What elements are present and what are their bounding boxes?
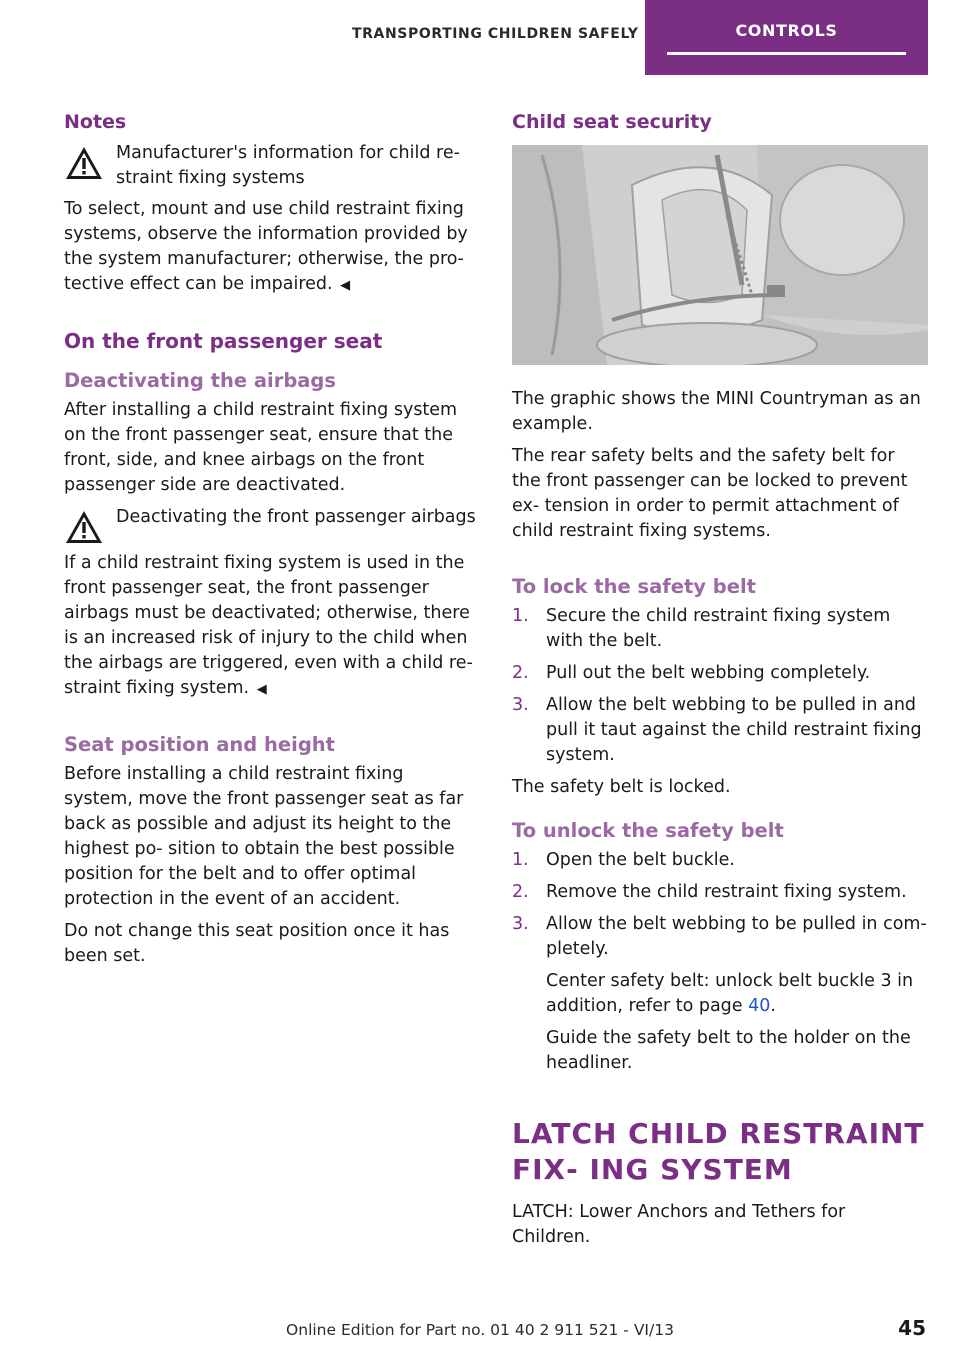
child-seat-illustration	[512, 145, 928, 365]
chapter-tab	[645, 0, 928, 75]
step-text: Allow the belt webbing to be pulled in com‐ pletely.	[546, 914, 927, 959]
lock-steps-list	[512, 604, 928, 768]
notes-heading: Notes	[64, 111, 127, 133]
lock-belt-heading: To lock the safety belt	[512, 575, 756, 598]
center-belt-note	[512, 969, 928, 1019]
left-column	[64, 108, 476, 976]
chapter-tab-label: CONTROLS	[735, 21, 838, 40]
intro-paragraph: The rear safety belts and the safety belt for the front passenger can be locked to prevent ex‐ tension in order to permit attachment of child restraint fixing systems.	[512, 446, 908, 541]
page-reference-link[interactable]: 40	[748, 996, 771, 1016]
warning-block-airbags	[64, 505, 476, 545]
unlock-steps-list	[512, 848, 928, 962]
step-number: 1.	[512, 850, 529, 870]
end-of-warning-icon: ◀	[256, 682, 267, 697]
step-text: Pull out the belt webbing completely.	[546, 663, 871, 683]
step-text: Allow the belt webbing to be pulled in and pull it taut against the child restraint fixing system.	[546, 695, 922, 765]
deactivating-airbags-heading: Deactivating the airbags	[64, 369, 337, 392]
warning-body: If a child restraint fixing system is used in the front passenger seat, the front passenger airbags must be deactivated; otherwise, there is an increased risk of injury to the child when the airbags are triggered, even with a child re‐ straint fixing system.	[64, 553, 473, 698]
step-number: 3.	[512, 695, 529, 715]
warning-triangle-icon	[64, 145, 104, 181]
child-seat-security-heading: Child seat security	[512, 111, 712, 133]
step-number: 2.	[512, 882, 529, 902]
unlock-belt-heading: To unlock the safety belt	[512, 819, 784, 842]
step-number: 2.	[512, 663, 529, 683]
list-item	[512, 693, 928, 768]
seat-position-heading: Seat position and height	[64, 733, 336, 756]
center-belt-end: .	[770, 996, 776, 1016]
locked-paragraph: The safety belt is locked.	[512, 777, 731, 797]
latch-paragraph: LATCH: Lower Anchors and Tethers for Children.	[512, 1202, 846, 1247]
warning-title: Manufacturer's information for child re‐ straint fixing systems	[116, 143, 460, 188]
airbag-paragraph: After installing a child restraint fixing system on the front passenger seat, ensure that the front, side, and knee airbags on the front passenger side are deactivated.	[64, 400, 458, 495]
list-item	[512, 848, 928, 873]
figure-caption: The graphic shows the MINI Countryman as an example.	[512, 389, 921, 434]
page-number: 45	[898, 1316, 926, 1340]
step-text: Open the belt buckle.	[546, 850, 735, 870]
list-item	[512, 604, 928, 654]
guide-belt-note: Guide the safety belt to the holder on the headliner.	[546, 1028, 911, 1073]
warning-block-manufacturer	[64, 141, 476, 191]
step-number: 3.	[512, 914, 529, 934]
seat-paragraph-2: Do not change this seat position once it has been set.	[64, 921, 450, 966]
step-text: Remove the child restraint fixing system.	[546, 882, 907, 902]
list-item	[512, 912, 928, 962]
right-column	[512, 108, 928, 1257]
chapter-tab-inner	[667, 0, 906, 55]
end-of-warning-icon: ◀	[340, 278, 351, 293]
running-header-section: TRANSPORTING CHILDREN SAFELY	[352, 26, 639, 42]
warning-triangle-icon	[64, 509, 104, 545]
latch-heading: LATCH CHILD RESTRAINT FIX‐ ING SYSTEM	[512, 1117, 925, 1186]
child-seat-drawing	[512, 145, 928, 365]
center-belt-text: Center safety belt: unlock belt buckle 3 in addition, refer to page	[546, 971, 914, 1016]
front-passenger-heading: On the front passenger seat	[64, 329, 383, 353]
seat-paragraph-1: Before installing a child restraint fixing system, move the front passenger seat as far back as possible and adjust its height to the highest po‐ sition to obtain the best possible position for the belt and to offer optimal protection in the event of an accident.	[64, 764, 464, 909]
footer-edition: Online Edition for Part no. 01 40 2 911 521 - VI/13	[286, 1321, 674, 1339]
list-item	[512, 661, 928, 686]
warning-body: To select, mount and use child restraint fixing systems, observe the information provided by the system manufacturer; otherwise, the pro‐ tective effect can be impaired.	[64, 199, 468, 294]
list-item	[512, 880, 928, 905]
step-number: 1.	[512, 606, 529, 626]
step-text: Secure the child restraint fixing system with the belt.	[546, 606, 891, 651]
warning-title: Deactivating the front passenger airbags	[116, 507, 476, 527]
